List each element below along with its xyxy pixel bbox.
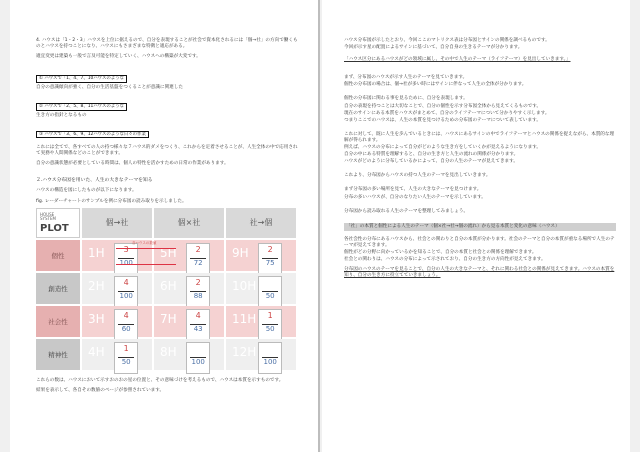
column-header: 個×社 — [154, 208, 224, 238]
paragraph: 分布図から読み取れる人生のテーマを整理してみましょう。 — [344, 208, 469, 214]
house-matrix — [36, 208, 298, 370]
left-page — [10, 0, 318, 452]
paragraph: 社会との関わりは、ハウスの分布によって示されており、自分の生き方の方向性が見えてきます。 — [344, 257, 546, 263]
row-label: 創造性 — [36, 273, 80, 304]
house-cell: 8H 100 — [154, 339, 224, 370]
highlighted-paragraph: 「社」の本質と個性による人生のテーマ（個×社→社→個の流れ）から見る本質と変化の意味（ハウス） — [344, 223, 616, 231]
column-header: 社→個 — [226, 208, 296, 238]
house-cell: 5H 2 72 — [154, 240, 224, 271]
paragraph: ハウスの構造を図にしたものが以下になります。 — [36, 187, 137, 193]
house-cell: 11H 1 50 — [226, 306, 296, 337]
paragraph: 自分の中にある特質を理解すると、自分の生き方と人生の流れの関係が分かります。 — [344, 152, 519, 158]
house-cell: 6H 2 88 — [154, 273, 224, 304]
house-cell: 12H 100 — [226, 339, 296, 370]
row-label: 精神性 — [36, 339, 80, 370]
row-label: 個性 — [36, 240, 80, 271]
paragraph: これに対して、既に人生を歩んでいるときには、ハウスにあるサインの中でライフテーマとハウスの関係を捉えながら、本質的な理解が得られます。 — [344, 131, 615, 143]
paragraph: 自分の意識傾向が強く、自分の生活基盤をつくることが意識に関連した — [36, 84, 183, 90]
paragraph: 個性の分布図に関わる事を見るために、自分を表現します。 — [344, 96, 468, 102]
paragraph: 個性がどの分野に向かっているかを知ることで、自分の本質と社会との関係を理解できます。 — [344, 249, 537, 255]
house-cell: 4H 1 50 — [82, 339, 152, 370]
house-cell: 9H 2 75 — [226, 240, 296, 271]
paragraph: これより、分布図からハウスの持つ人生のテーマを見出していきます。 — [344, 173, 491, 179]
paragraph: 個性の分布図の場合は、個→社が多い時にはサインに伴なって人生の全体が分かります。 — [344, 82, 527, 88]
paragraph: これらの数は、ハウスにおいて示すおのおの星の位置と、その意味づけを考えるもので、ハウスは本質を示すものです。 — [36, 377, 284, 383]
column-header: 個→社 — [82, 208, 152, 238]
paragraph: 例えば、ハウスの分布によって自分がどのような生き方をしていくかが見えるようになります。 — [344, 145, 542, 151]
boxed-label: ③ ハウスで「3、6、9、12ハウスのような日々の作業 — [36, 131, 149, 139]
annotation-line — [116, 264, 176, 265]
underlined-paragraph: 分布図のハウスのテーマを見ることで、自分の人生の大きなテーマと、それに関わる社会との関係が見えてきます。ハウスの本質を知り、自分の生き方に役立てていきましょう。 — [344, 267, 615, 279]
paragraph: 各社会性の分布にあるハウスから、社会との関わりと自分の本質が分かります。社会のテーマと自分の本質が重なる場所で人生のテーマが見えてきます。 — [344, 236, 615, 248]
house-cell: 2H 4 100 — [82, 273, 152, 304]
house-cell: 7H 4 43 — [154, 306, 224, 337]
annotation-label: 各ハウスの数値 — [132, 240, 157, 245]
house-cell: 3H 4 60 — [82, 306, 152, 337]
paragraph: 今回が示す星の配置によるサインに基づいて、自分自身の生きるテーマが分かります。 — [344, 45, 523, 51]
paragraph: これには全てで、各すべての人の持つ様々な７ハウス的ダメをつくり、これからを定着させることが、人生全体の中で応用されて実務や人間関係などのことができます。 — [36, 145, 298, 157]
house-system-plot-logo: HOUSE SYSTEM PLOT — [36, 208, 80, 238]
annotation-line — [116, 248, 176, 249]
paragraph: 適宜変更は建築も一般で言及可能を特定していく、ハウスへの構築が大変です。 — [36, 54, 201, 60]
house-cell: 1H 3 100 — [82, 240, 152, 271]
paragraph: 生き方の指針となるもの — [36, 112, 87, 118]
paragraph: つまりここでのハウスは、人生の本質を見つけるための分布図のテーマについて表しています。 — [344, 117, 541, 123]
boxed-label: ② ハウスで「2、5、8、11ハウスのような — [36, 103, 127, 111]
paragraph: まず分布図の多い場所を見て、人生の大きなテーマを見つけます。 — [344, 187, 482, 193]
paragraph: まず、分布図のハウスが示す人生のテーマを見ていきます。 — [344, 75, 468, 81]
underlined-paragraph: 「ハウス区分にあるハウスがどの領域に属し、その中で人生のテーマ（ライフテーマ）を見出していきます。」 — [344, 57, 571, 63]
paragraph: ハウス分布図が示したとおり、今回ここのマトリクス表は分布図とサインの関係を調べるものです。 — [344, 38, 550, 43]
paragraph: ハウスがどのように分布しているかによって、自分の人生のテーマが見えてきます。 — [344, 159, 518, 165]
page-divider — [318, 0, 320, 452]
paragraph: 4. ハウスは「1・2・3」ハウスを上位に据えるので、自分を表現することが社会で資本化されるには「個→社」の方向で働くものとハウスを持つことになり、ハウスにもさまざまな特徴と適応がある。 — [36, 38, 298, 50]
right-page — [322, 0, 630, 452]
paragraph: 結果を表示して、各自その数値のページが参照されています。 — [36, 387, 165, 393]
section-heading: ２.ハウス分布図を用いた、人生の大きなテーマを知る — [36, 177, 153, 183]
figure-caption: fig. レーダーチャートのサンプルを例に分布図の読み取りを示しました。 — [36, 198, 187, 204]
row-label: 社会性 — [36, 306, 80, 337]
paragraph: 分布の多いハウスが、自分のなりたい人生のテーマを示しています。 — [344, 194, 486, 200]
boxed-label: ① ハウスで「1、4、7、10ハウスのような — [36, 75, 127, 83]
paragraph: 自分の表現を持つことは大切なことで、自分の個性を示す分布図全体から見えてくるものです。 — [344, 103, 542, 109]
house-cell: 10H 50 — [226, 273, 296, 304]
paragraph: 自分の意識状態が必要としている時間は、個人の特性を活かすための日常の作業があります。 — [36, 161, 229, 167]
paragraph: 現在のサインにある本質をハウスがまとめて、自分のライフテーマについて分かりやすく示します。 — [344, 110, 550, 116]
